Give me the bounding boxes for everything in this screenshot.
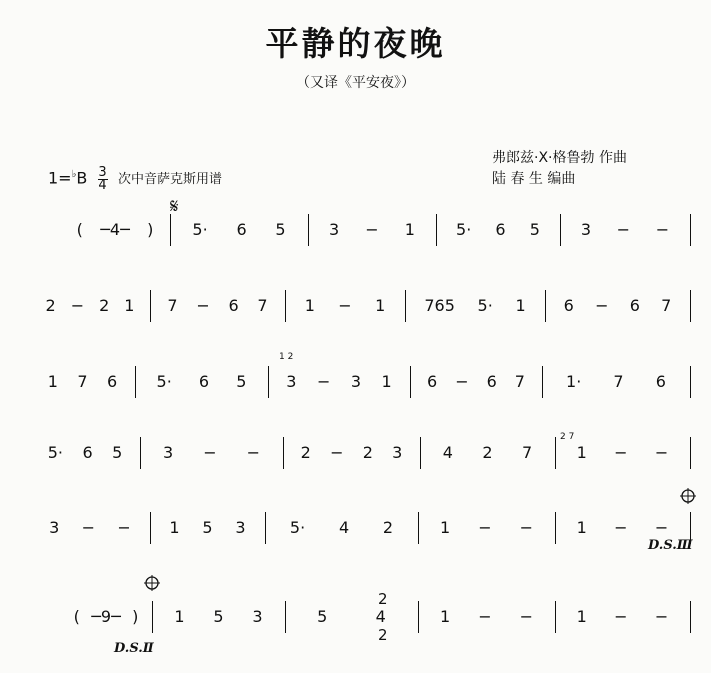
barline bbox=[150, 512, 151, 544]
barline bbox=[285, 601, 286, 633]
measure-r6-m4: 1 − − bbox=[440, 607, 533, 626]
measure-r4-m4: 4 2 7 bbox=[442, 443, 533, 462]
barline bbox=[436, 214, 437, 246]
measure-r4-m1: 5· 6 5 bbox=[47, 443, 123, 462]
barline bbox=[140, 437, 141, 469]
measure-r6-m1: ( ─9─ ) bbox=[73, 607, 139, 626]
coda-icon bbox=[680, 488, 696, 504]
measure-r4-m5: 1 − − bbox=[576, 443, 669, 462]
measure-r3-m4: 6 − 6 7 bbox=[427, 372, 525, 391]
measure-r6-m2: 1 5 3 bbox=[174, 607, 263, 626]
grace-mark-2: 2 7 bbox=[560, 432, 575, 442]
measure-r5-m2: 1 5 3 bbox=[169, 518, 246, 537]
volta-number-1: 2 bbox=[378, 590, 388, 608]
flat-sign: ♭ bbox=[71, 169, 77, 181]
barline bbox=[690, 214, 691, 246]
measure-r2-m2: 7 − 6 7 bbox=[167, 296, 268, 315]
measure-r1-m3: 3 − 1 bbox=[329, 220, 415, 239]
measure-r6-m3: 5 4 bbox=[317, 607, 386, 626]
segno-icon: 𝄋 bbox=[170, 194, 179, 218]
subtitle: （又译《平安夜》） bbox=[296, 75, 415, 91]
barline bbox=[150, 290, 151, 322]
barline bbox=[152, 601, 153, 633]
key-prefix: 1= bbox=[48, 168, 72, 188]
barline bbox=[690, 601, 691, 633]
measure-r4-m3: 2 − 2 3 bbox=[300, 443, 403, 462]
barline bbox=[555, 512, 556, 544]
barline bbox=[555, 601, 556, 633]
barline bbox=[690, 437, 691, 469]
meter-bottom: 4 bbox=[98, 178, 107, 193]
barline bbox=[268, 366, 269, 398]
measure-r3-m2: 5· 6 5 bbox=[156, 372, 247, 391]
key-signature bbox=[48, 166, 107, 192]
barline bbox=[265, 512, 266, 544]
measure-r2-m4: 765 5· 1 bbox=[424, 296, 526, 315]
measure-r3-m3: 3 − 3 1 bbox=[286, 372, 392, 391]
page-title: 平静的夜晚 bbox=[265, 24, 446, 63]
measure-r4-m2: 3 − − bbox=[163, 443, 260, 462]
barline bbox=[135, 366, 136, 398]
measure-r1-m4: 5· 6 5 bbox=[456, 220, 540, 239]
barline bbox=[170, 214, 171, 246]
measure-r5-m3: 5· 4 2 bbox=[289, 518, 394, 537]
arranger-credit: 陆 春 生 编曲 bbox=[492, 171, 576, 187]
grace-mark-1: 1 2 bbox=[279, 352, 294, 362]
barline bbox=[560, 214, 561, 246]
measure-r5-m4: 1 − − bbox=[440, 518, 533, 537]
barline bbox=[283, 437, 284, 469]
barline bbox=[545, 290, 546, 322]
barline bbox=[405, 290, 406, 322]
measure-r1-m1: ( ─4─ ) bbox=[76, 220, 154, 239]
measure-r2-m1: 2 − 2 1 bbox=[45, 296, 135, 315]
key-note: B bbox=[76, 168, 88, 188]
barline bbox=[555, 437, 556, 469]
measure-r6-m5: 1 − − bbox=[576, 607, 669, 626]
ds-mark-2: D.S.Ⅱ bbox=[114, 641, 154, 656]
barline bbox=[420, 437, 421, 469]
barline bbox=[410, 366, 411, 398]
measure-r3-m5: 1· 7 6 bbox=[566, 372, 666, 391]
barline bbox=[690, 290, 691, 322]
volta-number-2: 2 bbox=[378, 626, 388, 644]
ds-mark-3: D.S.Ⅲ bbox=[648, 538, 693, 553]
barline bbox=[418, 512, 419, 544]
barline bbox=[542, 366, 543, 398]
coda-icon-2 bbox=[144, 575, 160, 591]
measure-r2-m3: 1 − 1 bbox=[304, 296, 386, 315]
measure-r5-m5: 1 − − bbox=[576, 518, 669, 537]
credits bbox=[492, 148, 627, 190]
meter-top: 3 bbox=[98, 165, 107, 180]
composer-credit: 弗郎兹·X·格鲁勃 作曲 bbox=[492, 150, 627, 166]
measure-r1-m5: 3 − − bbox=[580, 220, 670, 239]
measure-r5-m1: 3 − − bbox=[49, 518, 131, 537]
measure-r3-m1: 1 7 6 bbox=[47, 372, 118, 391]
barline bbox=[418, 601, 419, 633]
measure-r2-m5: 6 − 6 7 bbox=[563, 296, 672, 315]
barline bbox=[690, 366, 691, 398]
barline bbox=[285, 290, 286, 322]
measure-r1-m2: 5· 6 5 bbox=[192, 220, 286, 239]
barline bbox=[308, 214, 309, 246]
instrument-note: 次中音萨克斯用谱 bbox=[118, 172, 223, 187]
time-signature bbox=[98, 166, 106, 192]
